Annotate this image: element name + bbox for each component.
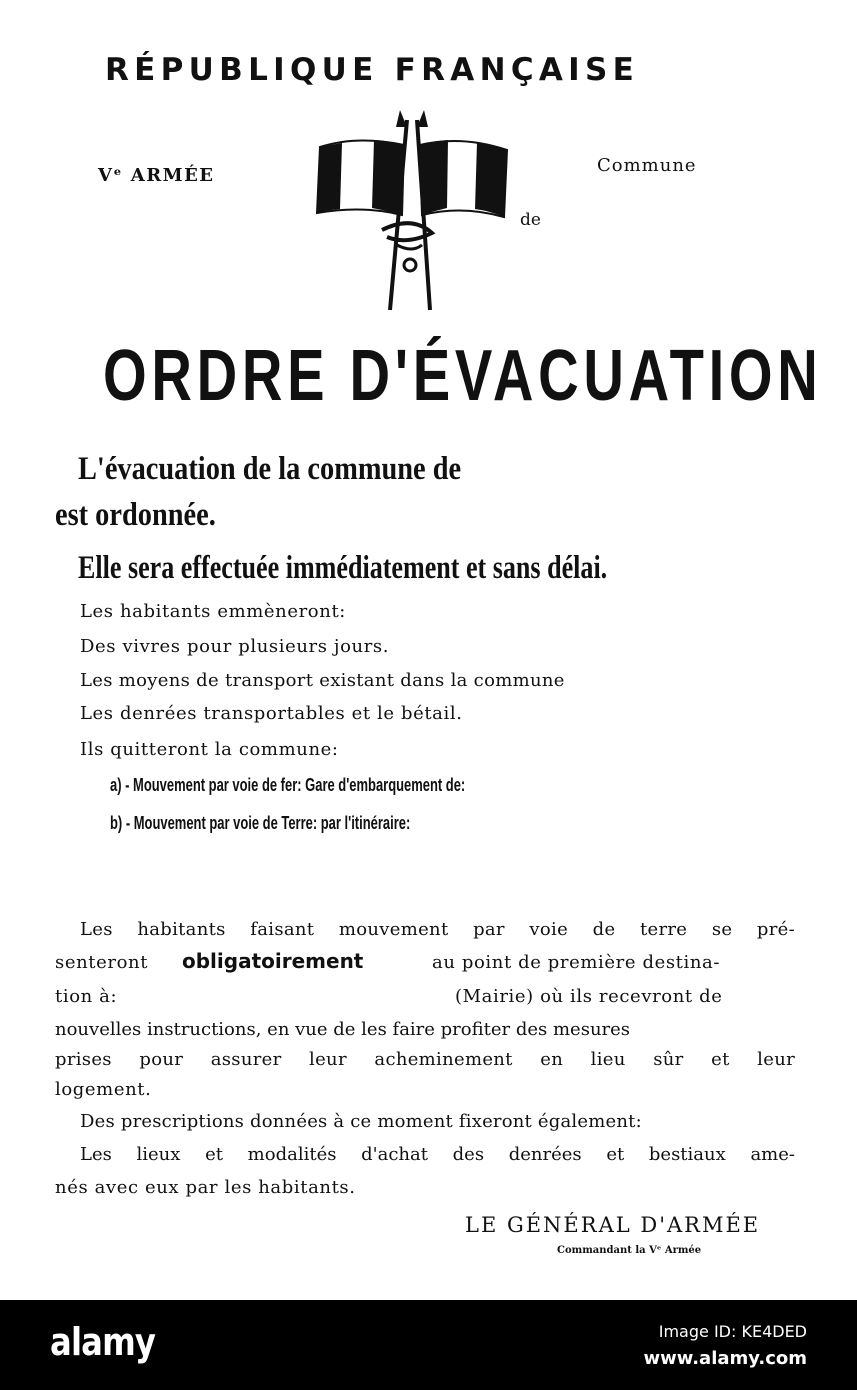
paragraph3-line: nés avec eux par les habitants.: [55, 1177, 356, 1198]
image-id: Image ID: KE4DED: [658, 1322, 807, 1341]
paragraph1-line: logement.: [55, 1079, 152, 1100]
intro-line-2: est ordonnée.: [55, 497, 216, 533]
republic-title: RÉPUBLIQUE FRANÇAISE: [105, 52, 640, 88]
intro-line-3: Elle sera effectuée immédiatement et sans délai.: [78, 550, 608, 586]
paragraph2: Des prescriptions données à ce moment fixeront également:: [80, 1111, 642, 1132]
main-title: ORDRE D'ÉVACUATION: [103, 336, 823, 416]
instructions-heading: Les habitants emmèneront:: [80, 601, 346, 622]
instruction-item: Des vivres pour plusieurs jours.: [80, 636, 390, 657]
paragraph3-line: Les lieux et modalités d'achat des denrées et bestiaux ame-: [80, 1144, 795, 1165]
paragraph1-line: (Mairie) où ils recevront de: [455, 986, 723, 1007]
option-rail: a) - Mouvement par voie de fer: Gare d'embarquement de:: [110, 775, 466, 795]
army-label: Vᵉ ARMÉE: [98, 165, 215, 186]
instruction-item: Les denrées transportables et le bétail.: [80, 703, 463, 724]
watermark-bar: [0, 1300, 857, 1390]
de-label: de: [520, 210, 541, 230]
paragraph1-line: prises pour assurer leur acheminement en lieu sûr et leur: [55, 1049, 795, 1070]
signature-subtitle: Commandant la Vᵉ Armée: [557, 1245, 702, 1256]
signature-title: LE GÉNÉRAL D'ARMÉE: [465, 1213, 761, 1237]
paragraph1-line: Les habitants faisant mouvement par voie de terre se pré-: [80, 919, 795, 940]
paragraph1-line: au point de première destina-: [432, 952, 721, 973]
paragraph1-line: nouvelles instructions, en vue de les faire profiter des mesures: [55, 1019, 631, 1040]
paragraph1-line: tion à:: [55, 986, 118, 1007]
instruction-item: Les moyens de transport existant dans la commune: [80, 670, 565, 691]
commune-label: Commune: [597, 155, 697, 176]
option-road: b) - Mouvement par voie de Terre: par l'itinéraire:: [110, 813, 411, 833]
paragraph1-line: senteront: [55, 952, 149, 973]
intro-line-1: L'évacuation de la commune de: [78, 451, 462, 487]
emphasis-obligatoirement: obligatoirement: [182, 949, 364, 973]
site-url: www.alamy.com: [643, 1348, 807, 1369]
leave-heading: Ils quitteront la commune:: [80, 739, 339, 760]
crossed-flags-icon: [312, 105, 512, 315]
alamy-logo: alamy: [50, 1320, 156, 1364]
